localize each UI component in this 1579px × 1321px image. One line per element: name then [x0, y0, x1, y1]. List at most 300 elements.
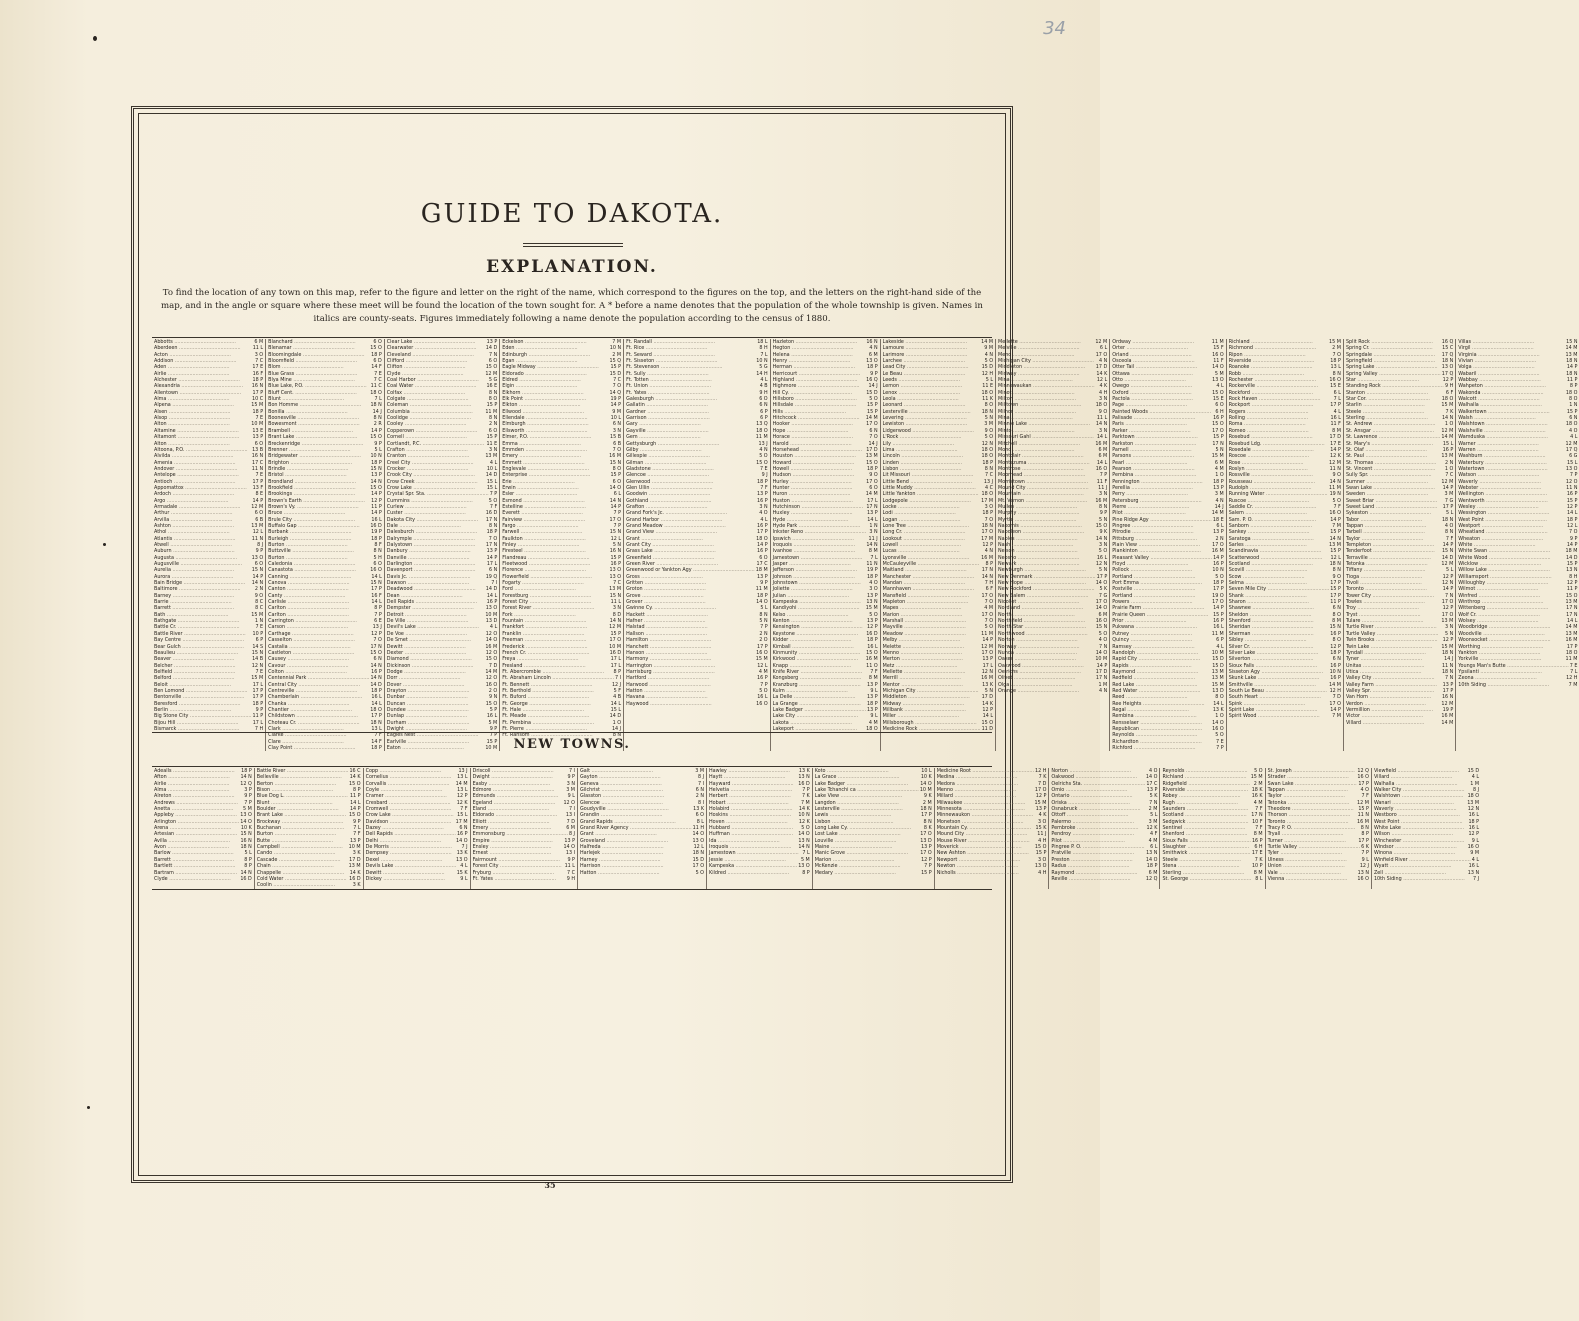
- town-name: Canastota .....: [268, 567, 356, 573]
- town-name: Medina .....: [937, 774, 1018, 780]
- town-name: Richardton .....: [1112, 739, 1202, 745]
- town-grid-reference: 11 N: [1329, 465, 1341, 472]
- town-grid-reference: 17 P: [252, 389, 264, 396]
- town-grid-reference: 16 L: [757, 694, 768, 701]
- town-name: Raymond .....: [1051, 870, 1137, 876]
- town-grid-reference: 10 M: [609, 643, 622, 650]
- town-name: Oakwood .....: [998, 663, 1084, 669]
- town-name: Curlew .....: [387, 504, 467, 510]
- title-underline: [523, 243, 623, 247]
- town-grid-reference: 10 M: [485, 745, 498, 751]
- town-grid-reference: 19 P: [371, 529, 382, 536]
- town-grid-reference: 7 K: [1254, 856, 1263, 863]
- town-grid-reference: 17 P: [1358, 837, 1369, 844]
- town-name: Mannhaven .....: [883, 586, 974, 592]
- town-grid-reference: 15 B: [610, 434, 622, 441]
- town-name: Hatton .....: [580, 870, 660, 876]
- town-grid-reference: 14 O: [1145, 774, 1158, 781]
- town-name: Ft. Rice .....: [626, 345, 707, 351]
- town-name: Mina .....: [998, 415, 1073, 421]
- town-name: 10th Siding .....: [1458, 682, 1549, 688]
- town-entry: [1268, 876, 1369, 882]
- town-grid-reference: 8 J: [568, 831, 575, 838]
- town-grid-reference: 6 O: [695, 812, 705, 819]
- town-name: Villard .....: [1346, 720, 1424, 726]
- town-grid-reference: 15 O: [370, 345, 382, 352]
- town-name: Glen Ullin .....: [626, 485, 713, 491]
- town-grid-reference: 7 N: [1098, 643, 1108, 650]
- town-name: Galt .....: [580, 768, 653, 774]
- town-name: St. Joseph .....: [1268, 768, 1355, 774]
- town-name: Ordway .....: [1112, 339, 1194, 345]
- town-grid-reference: 17 D: [1095, 668, 1108, 675]
- town-grid-reference: 5 O: [759, 453, 768, 460]
- town-grid-reference: 14 P: [486, 554, 498, 561]
- town-grid-reference: 7 C: [373, 377, 382, 384]
- town-name: Lyonsville .....: [883, 555, 970, 561]
- town-grid-reference: 14 M: [1329, 681, 1341, 688]
- town-name: Milton .....: [998, 396, 1076, 402]
- town-name: Elgin .....: [502, 383, 577, 389]
- town-grid-reference: 14 N: [1329, 535, 1341, 542]
- town-name: Brockway .....: [257, 819, 344, 825]
- town-grid-reference: 17 O: [1095, 351, 1108, 358]
- town-name: Elk Point .....: [502, 396, 586, 402]
- town-name: Nicholls .....: [937, 870, 1019, 876]
- town-name: De Smet .....: [387, 637, 471, 643]
- town-name: Cramer .....: [366, 793, 447, 799]
- town-name: Sheridan .....: [1229, 624, 1314, 630]
- town-grid-reference: 7 E: [255, 624, 264, 631]
- town-name: Millbank .....: [883, 707, 966, 713]
- town-name: Virginia .....: [1458, 352, 1539, 358]
- town-grid-reference: 6 O: [488, 358, 498, 365]
- town-grid-reference: 14 K: [349, 774, 361, 781]
- town-name: New Rockford .....: [998, 586, 1094, 592]
- town-grid-reference: 7 I: [615, 675, 622, 682]
- town-name: Gillespie .....: [626, 453, 710, 459]
- town-grid-reference: 14 D: [1566, 554, 1578, 561]
- town-name: Sarles .....: [1229, 542, 1307, 548]
- town-grid-reference: 16 P: [486, 599, 498, 606]
- town-grid-reference: 15 N: [609, 459, 622, 466]
- town-grid-reference: 17 N: [981, 567, 994, 574]
- town-name: Robb .....: [1229, 371, 1304, 377]
- town-grid-reference: 12 P: [921, 856, 932, 863]
- town-name: Kranzburg .....: [773, 682, 861, 688]
- town-name: Running Water .....: [1229, 491, 1328, 497]
- town-name: Star .....: [1346, 377, 1419, 383]
- town-entry: [580, 870, 704, 876]
- town-name: Woonsocket .....: [1458, 637, 1550, 643]
- town-grid-reference: 14 O: [920, 780, 932, 787]
- town-name: Palermo .....: [1051, 819, 1134, 825]
- town-grid-reference: 16 N: [251, 453, 264, 460]
- town-grid-reference: 4 N: [1098, 358, 1108, 365]
- town-name: Davidson .....: [366, 819, 452, 825]
- town-name: Fork .....: [502, 612, 576, 618]
- town-name: Toronto .....: [1346, 586, 1427, 592]
- town-name: Medary .....: [815, 870, 896, 876]
- town-name: Menno .....: [883, 650, 962, 656]
- town-grid-reference: 17 O: [981, 529, 994, 536]
- town-name: Elmer, P.O. .....: [502, 434, 591, 440]
- town-grid-reference: 13 P: [867, 618, 878, 625]
- town-grid-reference: 17 P: [371, 586, 382, 593]
- town-name: Volga .....: [1458, 364, 1534, 370]
- town-name: Ripon .....: [1229, 352, 1306, 358]
- town-name: Highmore .....: [773, 383, 860, 389]
- town-grid-reference: 12 L: [610, 535, 622, 542]
- town-grid-reference: 15 M: [1441, 402, 1454, 409]
- town-name: Gayville .....: [626, 428, 709, 434]
- town-name: Rapid City .....: [1112, 656, 1200, 662]
- town-name: Crow Lake .....: [387, 485, 475, 491]
- town-name: Hunter .....: [773, 485, 853, 491]
- town-grid-reference: 12 Q: [1357, 768, 1369, 774]
- town-name: Hope .....: [773, 428, 849, 434]
- town-grid-reference: 17 N: [1566, 611, 1578, 618]
- town-name: Lemon .....: [883, 383, 963, 389]
- town-grid-reference: 6 P: [1216, 637, 1224, 644]
- town-name: Dawson .....: [387, 580, 469, 586]
- town-name: Avilla .....: [154, 838, 230, 844]
- town-name: Hayward .....: [709, 781, 794, 787]
- town-grid-reference: 6 O: [254, 561, 264, 568]
- town-name: Berton .....: [257, 781, 336, 787]
- town-name: New Hope .....: [998, 580, 1086, 586]
- town-name: Sumner .....: [1346, 479, 1428, 485]
- town-name: Airlie .....: [154, 371, 229, 377]
- town-name: St. Ansgar .....: [1346, 428, 1434, 434]
- town-grid-reference: 13 O: [609, 567, 622, 574]
- town-name: Bay Centre .....: [154, 637, 244, 643]
- town-name: Scow .....: [1229, 574, 1305, 580]
- town-grid-reference: 15 P: [1358, 806, 1369, 813]
- town-name: Elliott .....: [473, 819, 550, 825]
- town-grid-reference: 6 O: [869, 484, 878, 491]
- town-grid-reference: 2 O: [759, 637, 768, 644]
- town-name: Wolsey .....: [1458, 618, 1538, 624]
- town-name: Carson .....: [268, 624, 348, 630]
- town-name: Windsor .....: [1374, 844, 1457, 850]
- town-grid-reference: 7 F: [1445, 535, 1454, 542]
- town-grid-reference: 14 M: [1211, 510, 1224, 517]
- town-grid-reference: 14 K: [982, 700, 994, 707]
- town-grid-reference: 14 N: [609, 618, 622, 625]
- town-grid-reference: 7 G: [1444, 497, 1454, 504]
- town-grid-reference: 9 O: [984, 427, 994, 434]
- town-name: Everett .....: [502, 510, 583, 516]
- town-name: Beaulieu .....: [154, 650, 238, 656]
- town-name: Altoona, P.O. .....: [154, 447, 248, 453]
- town-name: Abbotts .....: [154, 339, 236, 345]
- town-grid-reference: 7 C: [985, 472, 994, 479]
- town-name: Dazey .....: [366, 825, 444, 831]
- town-grid-reference: 15 O: [485, 364, 498, 371]
- town-name: Hartford .....: [626, 675, 709, 681]
- town-name: Hitchcock .....: [773, 415, 860, 421]
- town-name: Edinburgh .....: [502, 352, 590, 358]
- town-name: Vale .....: [1268, 870, 1341, 876]
- town-name: Brown's Earth .....: [268, 498, 365, 504]
- town-name: Red Lake .....: [1112, 682, 1197, 688]
- town-name: Hallson .....: [626, 631, 707, 637]
- town-name: Forest City .....: [473, 863, 562, 869]
- town-name: Pitrodie .....: [1112, 529, 1193, 535]
- town-name: Groveland .....: [580, 838, 668, 844]
- town-name: Missouri Gahl .....: [998, 434, 1094, 440]
- town-name: Leonard .....: [883, 402, 966, 408]
- town-grid-reference: 4 H: [1038, 869, 1047, 876]
- town-name: Wentworth .....: [1458, 498, 1547, 504]
- town-name: Barney .....: [154, 593, 234, 599]
- town-grid-reference: 5 K: [1149, 793, 1158, 800]
- town-name: Clyde .....: [154, 876, 231, 882]
- town-name: Erie .....: [502, 479, 575, 485]
- town-name: Merrill .....: [883, 675, 961, 681]
- town-name: Wabbay .....: [1458, 377, 1541, 383]
- town-grid-reference: 7 C: [613, 377, 622, 384]
- town-name: Crystal Spr. Sta. .....: [387, 491, 489, 497]
- town-name: Hoven .....: [709, 819, 788, 825]
- town-name: Boulder .....: [257, 806, 339, 812]
- town-name: Burleigh .....: [268, 536, 351, 542]
- town-grid-reference: 7 P: [802, 787, 810, 794]
- town-grid-reference: 15 L: [486, 484, 498, 491]
- town-grid-reference: 16 L: [1468, 863, 1480, 870]
- town-name: Ft. George .....: [502, 701, 591, 707]
- town-name: Grand River Agency .....: [580, 825, 692, 831]
- town-grid-reference: 15 P: [1213, 611, 1224, 618]
- town-grid-reference: 12 H: [1329, 687, 1341, 694]
- town-name: Cleveland .....: [387, 352, 474, 358]
- town-grid-reference: 14 N: [240, 869, 252, 876]
- town-name: Coal Water .....: [387, 383, 477, 389]
- town-grid-reference: 19 Q: [485, 573, 498, 580]
- town-name: Johnson .....: [773, 574, 855, 580]
- town-name: Devils Lake .....: [366, 863, 457, 869]
- town-name: Lake Tchanchi ca .....: [815, 787, 919, 793]
- town-grid-reference: 8 O: [612, 465, 622, 472]
- town-grid-reference: 7 O: [984, 599, 994, 606]
- town-name: Eldorado .....: [502, 371, 587, 377]
- town-grid-reference: 13 P: [867, 681, 878, 688]
- town-name: Henry .....: [773, 358, 851, 364]
- town-name: Templeton .....: [1346, 542, 1434, 548]
- town-name: Northwood .....: [998, 631, 1088, 637]
- town-grid-reference: 14 N: [866, 542, 878, 548]
- town-name: Iroquois .....: [773, 542, 855, 548]
- town-grid-reference: 14 P: [1096, 662, 1108, 669]
- town-grid-reference: 11 D: [981, 725, 994, 732]
- town-name: Hubbard .....: [709, 825, 793, 831]
- town-grid-reference: 17 P: [757, 529, 768, 536]
- town-grid-reference: 3 N: [1098, 491, 1108, 498]
- town-grid-reference: 15 L: [457, 812, 468, 819]
- town-name: Little Yankton .....: [883, 491, 979, 497]
- town-name: Belfield .....: [154, 669, 235, 675]
- town-grid-reference: 13 D: [920, 837, 932, 844]
- town-grid-reference: 18 N: [1441, 668, 1454, 675]
- town-name: Forest City .....: [502, 599, 591, 605]
- town-grid-reference: 3 M: [984, 421, 994, 428]
- town-grid-reference: 12 P: [982, 542, 994, 548]
- town-grid-reference: 3 M: [1214, 491, 1224, 498]
- town-name: Emery .....: [502, 453, 581, 459]
- town-name: Horace .....: [773, 434, 853, 440]
- town-name: Newburgh .....: [998, 567, 1086, 573]
- town-grid-reference: 7 D: [1332, 694, 1341, 701]
- town-name: Michigan City .....: [883, 688, 979, 694]
- town-name: Floyd .....: [1112, 561, 1188, 567]
- town-grid-reference: 4 O: [1360, 787, 1369, 794]
- town-grid-reference: 5 O: [984, 624, 994, 631]
- town-name: Edmore .....: [473, 787, 555, 793]
- town-name: Lodi .....: [883, 510, 956, 516]
- town-grid-reference: 5 N: [984, 687, 994, 694]
- town-grid-reference: 7 F: [460, 806, 468, 813]
- town-name: Hackett .....: [626, 612, 708, 618]
- town-grid-reference: 5 G: [488, 377, 498, 384]
- town-grid-reference: 4 M: [1214, 465, 1224, 472]
- town-name: Shawnee .....: [1229, 605, 1314, 611]
- town-name: Franklin .....: [502, 631, 584, 637]
- town-name: Havana .....: [626, 694, 708, 700]
- town-grid-reference: 8 P: [1569, 383, 1578, 390]
- town-grid-reference: 15 M: [755, 656, 768, 663]
- town-grid-reference: 18 P: [757, 478, 768, 485]
- town-grid-reference: 14 P: [371, 510, 382, 517]
- town-name: Westport .....: [1458, 523, 1543, 529]
- town-name: Danbury .....: [387, 548, 471, 554]
- town-name: Sibley .....: [1229, 637, 1307, 643]
- town-grid-reference: 9 L: [1361, 856, 1369, 863]
- town-name: Minnie Lake .....: [998, 421, 1090, 427]
- town-grid-reference: 13 P: [1213, 529, 1224, 536]
- town-name: Rosedale .....: [1229, 447, 1314, 453]
- town-grid-reference: 14 P: [1442, 586, 1454, 593]
- town-grid-reference: 7 O: [984, 618, 994, 625]
- town-grid-reference: 2 M: [1253, 780, 1263, 787]
- town-name: Gayton .....: [580, 774, 661, 780]
- new-towns-heading: NEW TOWNS.: [513, 737, 631, 752]
- town-grid-reference: 4 F: [1150, 831, 1158, 838]
- town-grid-reference: 18 P: [867, 465, 878, 472]
- town-grid-reference: 5 O: [695, 869, 705, 876]
- town-name: Willow Lake .....: [1458, 567, 1550, 573]
- town-grid-reference: 6 K: [1361, 844, 1369, 851]
- town-name: Lone Tree .....: [883, 523, 969, 529]
- town-name: Boonesville .....: [268, 415, 359, 421]
- town-name: Lakeport .....: [773, 726, 857, 732]
- town-name: Oakes .....: [998, 656, 1076, 662]
- index-column: [1227, 339, 1344, 751]
- town-name: Copp .....: [366, 768, 442, 774]
- town-grid-reference: 1 O: [1444, 421, 1454, 428]
- town-name: Avon .....: [154, 844, 229, 850]
- town-grid-reference: 12 P: [1468, 831, 1480, 838]
- town-grid-reference: 18 P: [486, 529, 498, 536]
- town-name: Highland .....: [773, 377, 858, 383]
- town-name: Dell Rapids .....: [366, 831, 456, 837]
- town-name: Buttzville .....: [268, 548, 354, 554]
- town-grid-reference: 14 O: [240, 818, 252, 825]
- town-name: Amenia .....: [154, 460, 236, 466]
- town-name: Towles .....: [1346, 599, 1425, 605]
- town-grid-reference: 4 L: [760, 516, 768, 523]
- town-grid-reference: 5 N: [1098, 516, 1108, 523]
- town-grid-reference: 17 P: [1096, 573, 1108, 580]
- town-grid-reference: 11 M: [1565, 656, 1578, 663]
- town-name: Michigan City .....: [998, 358, 1094, 364]
- town-name: Springfield .....: [1346, 358, 1435, 364]
- town-grid-reference: 14 N: [1095, 535, 1108, 542]
- town-name: Jefferson .....: [773, 567, 857, 573]
- town-grid-reference: 11 C: [370, 383, 382, 390]
- town-name: Mellette .....: [998, 339, 1081, 345]
- town-grid-reference: 15 P: [486, 738, 498, 745]
- town-name: Pukwana .....: [1112, 624, 1197, 630]
- town-grid-reference: 8 N: [1098, 503, 1108, 510]
- town-grid-reference: 15 M: [251, 675, 264, 682]
- town-grid-reference: 8 M: [868, 548, 878, 555]
- town-grid-reference: 17 O: [866, 421, 878, 428]
- town-name: Mayville .....: [883, 624, 966, 630]
- town-grid-reference: 7 P: [924, 863, 932, 870]
- town-grid-reference: 9 L: [870, 713, 878, 720]
- town-name: Forest River .....: [502, 605, 594, 611]
- town-grid-reference: 14 N: [370, 478, 382, 485]
- town-name: Mitchell .....: [998, 441, 1080, 447]
- town-grid-reference: 11 L: [564, 863, 575, 870]
- town-entry: [473, 876, 575, 882]
- town-grid-reference: 17 P: [757, 643, 768, 650]
- town-grid-reference: 7 P: [760, 624, 768, 631]
- town-name: McKenzie .....: [815, 863, 901, 869]
- town-grid-reference: 14 L: [1567, 510, 1578, 517]
- town-name: Cando .....: [257, 850, 336, 856]
- town-name: Edmunds .....: [473, 793, 559, 799]
- town-name: Nash .....: [998, 542, 1073, 548]
- town-name: Victor .....: [1346, 713, 1423, 719]
- town-grid-reference: 4 O: [1148, 768, 1158, 774]
- town-grid-reference: 17 L: [252, 681, 264, 688]
- town-grid-reference: 15 M: [865, 605, 878, 612]
- town-entry: [1051, 876, 1157, 882]
- town-grid-reference: 14 D: [1441, 554, 1454, 561]
- town-name: Groton .....: [626, 586, 706, 592]
- town-name: Pilot .....: [1112, 510, 1186, 516]
- index-column: [996, 339, 1110, 751]
- town-grid-reference: 13 L: [1330, 364, 1341, 371]
- town-name: Napoleon .....: [998, 529, 1084, 535]
- town-grid-reference: 14 O: [798, 831, 810, 838]
- town-name: Battle River .....: [257, 768, 349, 774]
- town-grid-reference: 13 O: [1565, 465, 1578, 472]
- town-name: Pearl .....: [1112, 460, 1187, 466]
- town-name: Darlington .....: [387, 561, 476, 567]
- town-name: Oelrichs Sta. .....: [1051, 781, 1145, 787]
- town-name: Rockport .....: [1229, 402, 1314, 408]
- town-name: Milnor .....: [998, 409, 1076, 415]
- town-name: Kelso .....: [773, 612, 849, 618]
- town-grid-reference: 16 M: [1211, 548, 1224, 555]
- town-entry: [1229, 713, 1341, 719]
- town-name: Castalia .....: [268, 644, 351, 650]
- town-grid-reference: 7 F: [374, 732, 382, 739]
- town-name: Dempster .....: [387, 605, 474, 611]
